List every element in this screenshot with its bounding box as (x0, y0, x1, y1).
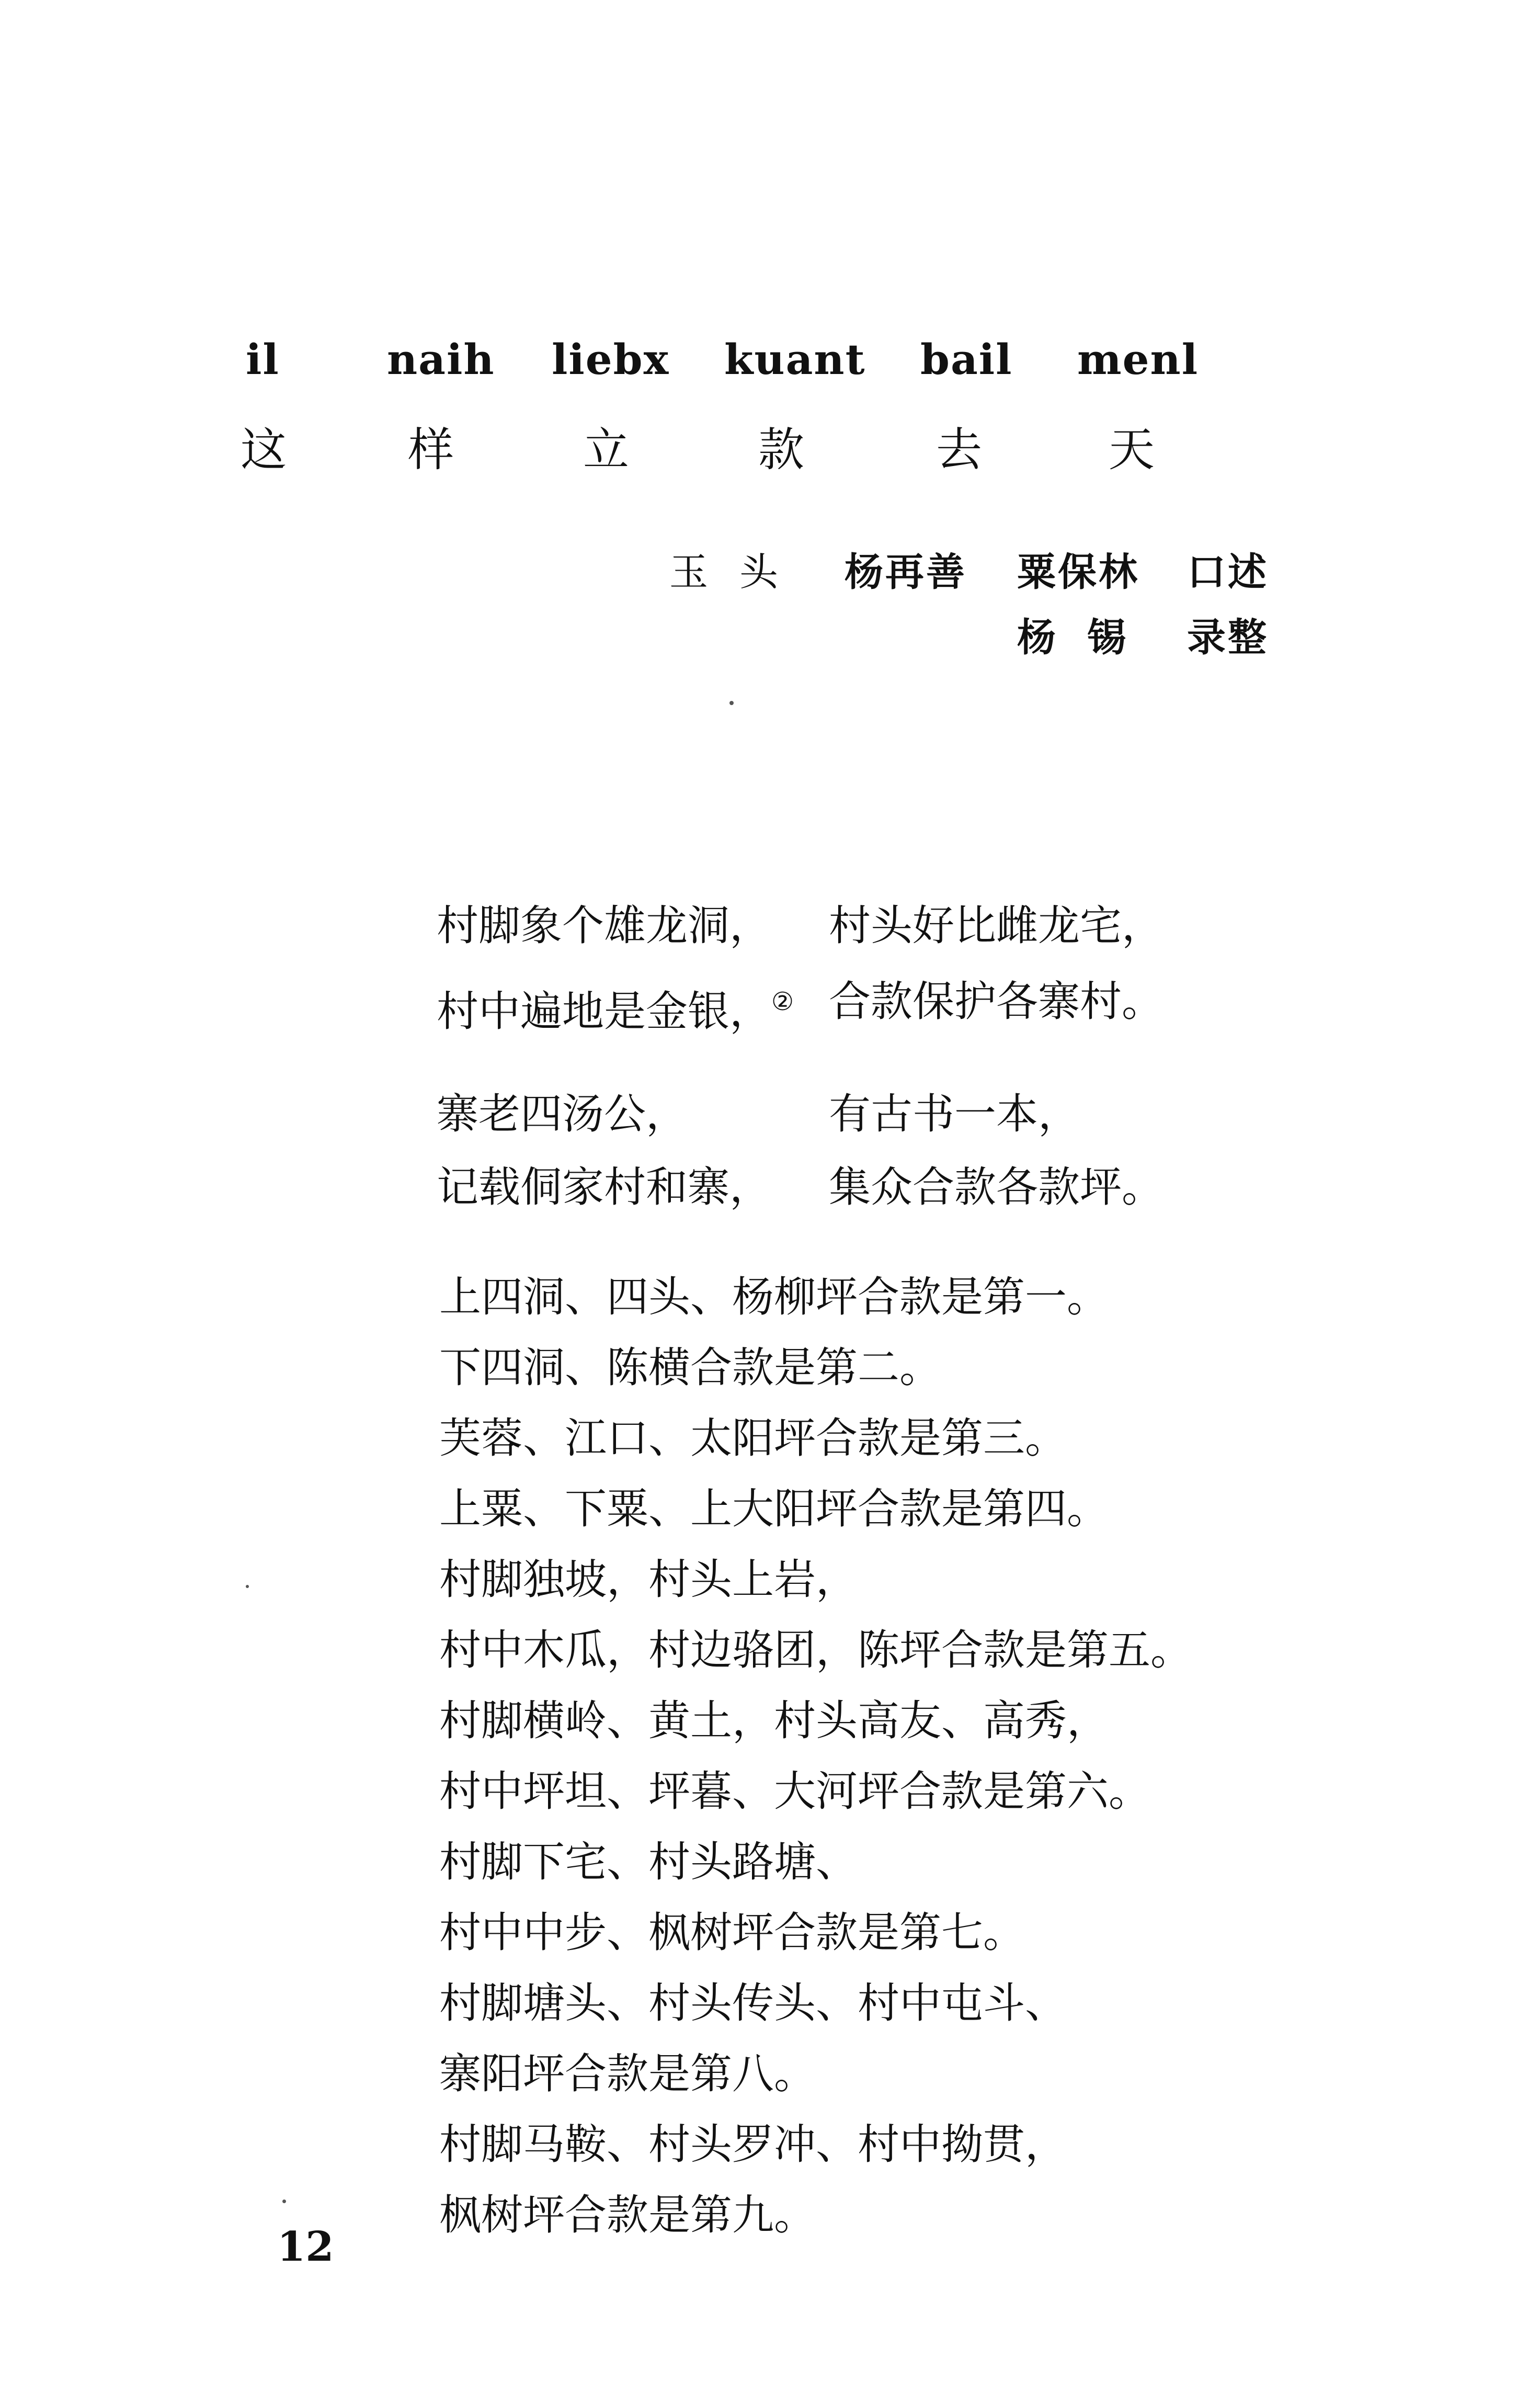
verse-line: 枫树坪合款是第九。 (439, 2191, 816, 2239)
verse-line: 村脚塘头、村头传头、村中屯斗、 (439, 1979, 1067, 2027)
verse-line: 村脚下宅、村头路塘、 (439, 1838, 858, 1886)
print-speck (246, 1585, 249, 1588)
verse-line: 村脚独坡，村头上岩， (439, 1555, 858, 1604)
verse-line: 村中中步、枫树坪合款是第七。 (439, 1908, 1025, 1957)
verse-line: 上粟、下粟、上大阳坪合款是第四。 (439, 1484, 1109, 1533)
title-roman-word: il (246, 335, 280, 384)
couplet-left: 寨老四汤公， (437, 1090, 688, 1138)
verse-line: 下四洞、陈横合款是第二。 (439, 1343, 941, 1392)
credit-recorded-label: 录整 (1187, 615, 1269, 660)
couplet-right: 合款保护各寨村。 (829, 977, 1163, 1026)
credit-narrator-2: 粟保林 (1017, 550, 1139, 595)
page-number: 12 (277, 2223, 334, 2271)
title-roman-word: liebx (552, 335, 670, 384)
credit-narrator-1: 杨再善 (845, 550, 967, 595)
title-chinese-char: 这 (241, 423, 287, 477)
title-roman-word: naih (387, 335, 495, 384)
print-speck (729, 701, 734, 705)
couplet-right: 集众合款各款坪。 (829, 1163, 1163, 1211)
credit-narrated-label: 口述 (1187, 550, 1269, 595)
print-speck (282, 2200, 286, 2203)
title-chinese-row (0, 413, 1540, 477)
couplet-right: 有古书一本， (829, 1090, 1080, 1138)
footnote-marker: ② (771, 987, 794, 1016)
title-chinese-char: 立 (583, 423, 630, 477)
title-roman-word: bail (920, 335, 1013, 384)
verse-line: 芙蓉、江口、太阳坪合款是第三。 (439, 1414, 1067, 1463)
title-chinese-char: 天 (1109, 423, 1155, 477)
title-chinese-char: 样 (408, 423, 454, 477)
verse-line: 上四洞、四头、杨柳坪合款是第一。 (439, 1273, 1109, 1321)
verse-line: 村中木瓜，村边骆团，陈坪合款是第五。 (439, 1626, 1192, 1674)
title-roman-word: menl (1077, 335, 1199, 384)
verse-line: 村脚马鞍、村头罗冲、村中拗贯， (439, 2120, 1067, 2169)
verse-line: 村中坪坦、坪暮、大河坪合款是第六。 (439, 1767, 1150, 1816)
credit-place: 玉头 (669, 550, 809, 595)
couplet-right: 村头好比雌龙宅， (829, 901, 1163, 950)
couplet-left: 村脚象个雄龙洞， (437, 901, 771, 950)
couplet-left: 村中遍地是金银， (437, 987, 771, 1036)
couplet-left-annotated (437, 976, 794, 1038)
title-chinese-char: 款 (758, 423, 805, 477)
title-romanized-row (0, 335, 1540, 392)
verse-line: 村脚横岭、黄土，村头高友、高秀， (439, 1696, 1109, 1745)
title-chinese-char: 去 (936, 423, 983, 477)
title-roman-word: kuant (724, 335, 866, 384)
credit-recorder: 杨锡 (1017, 615, 1157, 660)
verse-line: 寨阳坪合款是第八。 (439, 2049, 816, 2098)
couplet-left: 记载侗家村和寨， (437, 1163, 771, 1211)
